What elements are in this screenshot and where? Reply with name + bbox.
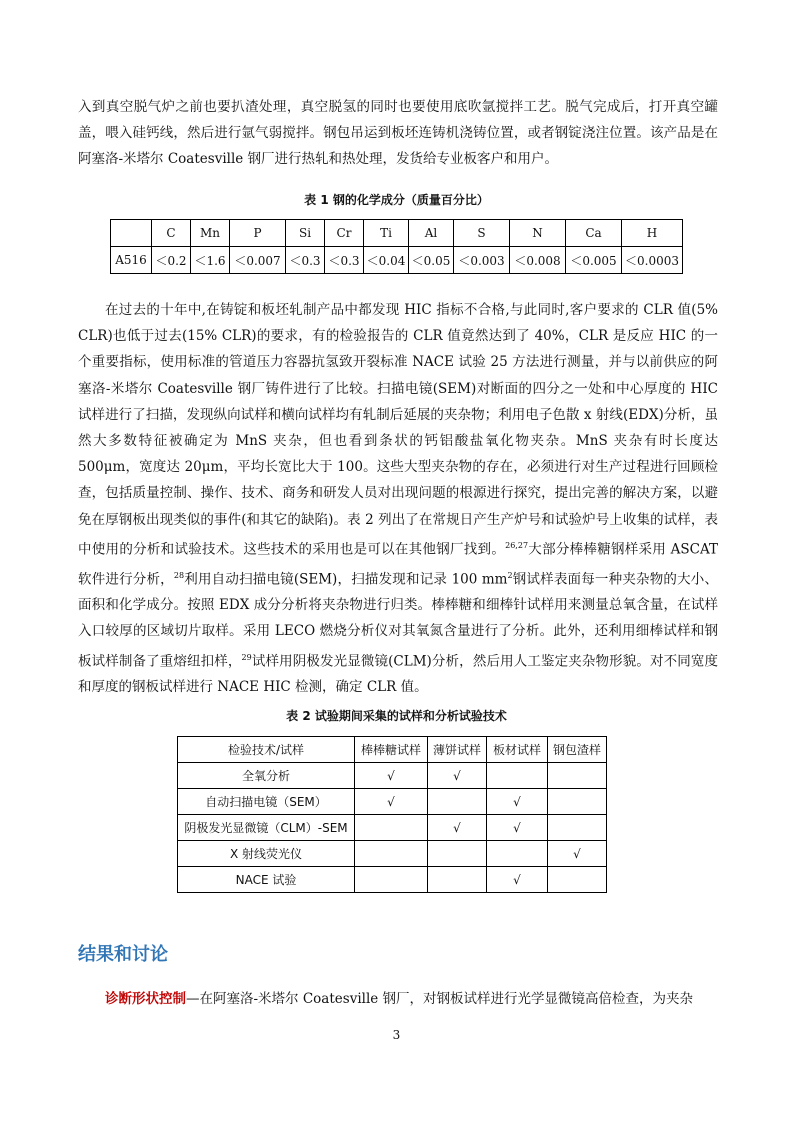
paragraph-text: 利用自动扫描电镜(SEM)，扫描发现和记录 100 mm [184,571,508,588]
table-cell [111,220,152,247]
table-cell: Ca [566,220,622,247]
table-cell: P [230,220,286,247]
table-row [178,867,607,893]
table-cell: ＜0.04 [364,247,409,274]
table-cell: NACE 试验 [178,867,355,893]
table-cell: Ti [364,220,409,247]
superscript: 2 [507,570,513,580]
table-cell [548,789,607,815]
table-cell: Si [286,220,325,247]
table-cell [355,815,428,841]
table-cell: 钢包渣样 [548,737,607,763]
table-cell: ＜0.005 [566,247,622,274]
table1-caption: 表 1 钢的化学成分（质量百分比） [304,193,489,207]
table-cell [428,841,487,867]
table-cell: ＜0.008 [510,247,566,274]
table-cell [355,841,428,867]
paragraph-text: —在阿塞洛-米塔尔 Coatesville 钢厂，对钢板试样进行光学显微镜高倍检查，为夹杂 [186,991,694,1007]
table-cell: ＜0.3 [286,247,325,274]
table-cell: Cr [325,220,364,247]
table-header-row [178,737,607,763]
table-row [178,815,607,841]
table-row [178,763,607,789]
table-cell: 检验技术/试样 [178,737,355,763]
table-cell: 全氧分析 [178,763,355,789]
table-cell: S [454,220,510,247]
table-cell: ＜0.3 [325,247,364,274]
table-row [178,841,607,867]
section-title: 结果和讨论 [78,944,168,965]
table-cell: C [152,220,191,247]
table-cell [428,867,487,893]
table-cell: 薄饼试样 [428,737,487,763]
table-cell [487,763,548,789]
reference-marker: 28 [173,570,185,580]
page-number: 3 [392,1028,401,1042]
table-cell: √ [355,763,428,789]
paragraph-text: 在过去的十年中,在铸锭和板坯轧制产品中都发现 HIC 指标不合格,与此同时,客户要求的 CLR 值(5% CLR)也低于过去(15% CLR)的要求，有的检验报告的 CLR 值竟然达到了 40%，CLR 是反应 HIC 的一个重要指标，使用标准的管道压力容器抗氢致开裂标准 NACE 试验 25 方法进行测量，并与以前供应的阿塞洛-米塔尔 Coatesville 钢厂铸件进行了比较。扫描电镜(SEM)对断面的四分之一处和中心厚度的 HIC 试样进行了扫描，发现纵向试样和横向试样均有轧制后延展的夹杂物；利用电子色散 x 射线(EDX)分析，虽然大多数特征被确定为 MnS 夹杂，但也看到条状的钙铝酸盐氧化物夹杂。MnS 夹杂有时长度达 500μm，宽度达 20μm，平均长宽比大于 100。这些大型夹杂物的存在，必须进行对生产过程进行回顾检查，包括质量控制、操作、技术、商务和研发人员对出现问题的根源进行探究，提出完善的解决方案，以避免在厚钢板出现类似的事件(和其它的缺陷)。表 2 列出了在常规日产生产炉号和试验炉号上收集的试样，表中使用的分析和试验技术。这些技术的采用也是可以在其他钢厂找到。 [78,302,718,558]
table-cell [428,789,487,815]
paragraph-text: 钢试样表面每一种夹杂物的大小、面积和化学成分。按照 EDX 成分分析将夹杂物进行归类。棒棒糖和细棒针试样用来测量总氧含量，在试样入口较厚的区域切片取样。采用 LECO 燃烧分析仪对其氧氮含量进行了分析。此外，还利用细棒试样和钢板试样制备了重熔纽扣样， [78,571,719,670]
table-cell: √ [428,815,487,841]
table-cell [548,867,607,893]
reference-marker: 29 [241,652,252,662]
table-cell: Mn [191,220,230,247]
table2-caption: 表 2 试验期间采集的试样和分析试验技术 [286,709,507,723]
table-row [178,789,607,815]
table-cell: √ [548,841,607,867]
techniques-table [177,736,607,893]
table-cell: ＜0.2 [152,247,191,274]
composition-table [110,219,683,274]
table-cell: √ [487,815,548,841]
table-cell: X 射线荧光仪 [178,841,355,867]
last-paragraph [78,986,718,1012]
table-cell: ＜1.6 [191,247,230,274]
table-cell: ＜0.0003 [622,247,683,274]
paragraph-text: 大部分棒棒糖钢样采用 ASCAT 软件进行分析， [78,541,719,588]
table-cell: √ [487,789,548,815]
table-cell: ＜0.003 [454,247,510,274]
table-cell [548,763,607,789]
table-cell: 棒棒糖试样 [355,737,428,763]
table-cell: ＜0.05 [409,247,454,274]
table-cell: √ [355,789,428,815]
table-cell: √ [428,763,487,789]
intro-paragraph: 入到真空脱气炉之前也要扒渣处理，真空脱氢的同时也要使用底吹氩搅拌工艺。脱气完成后，打开真空罐盖，喂入硅钙线，然后进行氩气弱搅拌。钢包吊运到板坯连铸机浇铸位置，或者钢锭浇注位置。该产品是在阿塞洛-米塔尔 Coatesville 钢厂进行热轧和热处理，发货给专业板客户和用户。 [78,99,718,168]
table-cell: 板材试样 [487,737,548,763]
table-cell: √ [487,867,548,893]
table-cell: 阴极发光显微镜（CLM）-SEM [178,815,355,841]
table-row [111,247,683,274]
table-header-row [111,220,683,247]
table-cell [487,841,548,867]
reference-marker: 26,27 [505,540,529,550]
table-cell: ＜0.007 [230,247,286,274]
table-cell: 自动扫描电镜（SEM） [178,789,355,815]
table-cell: Al [409,220,454,247]
table-cell: H [622,220,683,247]
paragraph-text: 试样用阴极发光显微镜(CLM)分析，然后用人工鉴定夹杂物形貌。对不同宽度和厚度的钢板试样进行 NACE HIC 检测，确定 CLR 值。 [78,653,718,696]
main-paragraph [78,297,718,701]
table-cell: N [510,220,566,247]
table-cell [548,815,607,841]
run-in-heading: 诊断形状控制 [105,991,186,1007]
table-cell [355,867,428,893]
table-cell: A516 [111,247,152,274]
